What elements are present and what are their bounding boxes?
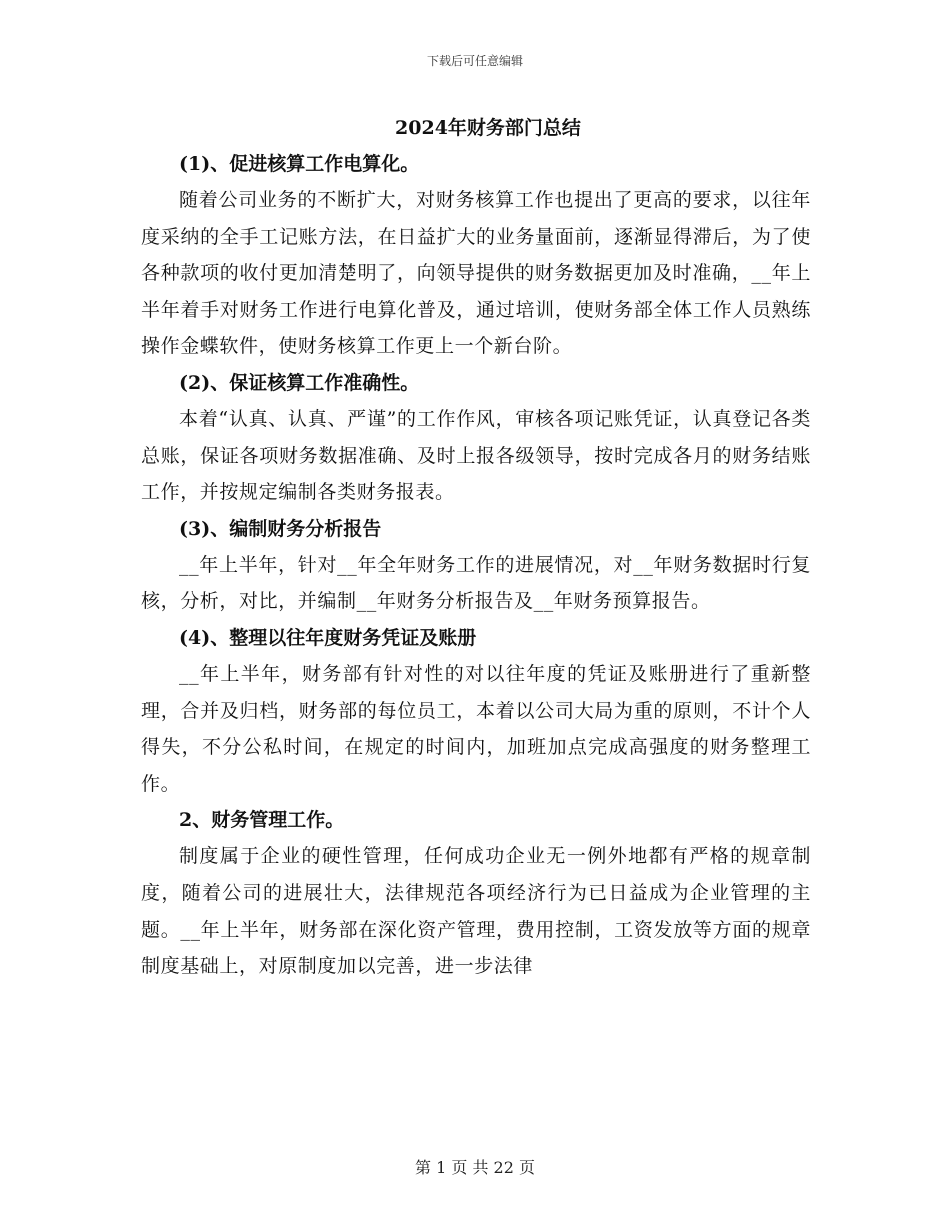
section-heading: 2、财务管理工作。	[179, 809, 345, 832]
section-paragraph: __年上半年，针对__年全年财务工作的进展情况，对__年财务数据时行复核，分析，对比，并编制__年财务分析报告及__年财务预算报告。	[141, 553, 811, 613]
section-paragraph: 制度属于企业的硬性管理，任何成功企业无一例外地都有严格的规章制度，随着公司的进展壮大，法律规范各项经济行为已日益成为企业管理的主题。__年上半年，财务部在深化资产管理，费用控制，工资发放等方面的规章制度基础上，对原制度加以完善，进一步法律	[141, 845, 811, 978]
section-paragraph: __年上半年，财务部有针对性的对以往年度的凭证及账册进行了重新整理，合并及归档，财务部的每位员工，本着以公司大局为重的原则，不计个人得失，不分公私时间，在规定的时间内，加班加点完成高强度的财务整理工作。	[141, 662, 811, 795]
section-heading: (1)、促进核算工作电算化。	[179, 153, 420, 175]
document-body	[141, 110, 811, 985]
page-footer: 第 1 页 共 22 页	[415, 1158, 535, 1177]
section-heading: (3)、编制财务分析报告	[179, 517, 382, 540]
section-heading: (4)、整理以往年度财务凭证及账册	[179, 626, 477, 649]
header-note: 下载后可任意编辑	[426, 54, 523, 68]
document-title: 2024年财务部门总结	[395, 117, 581, 139]
section-paragraph: 随着公司业务的不断扩大，对财务核算工作也提出了更高的要求，以往年度采纳的全手工记账方法，在日益扩大的业务量面前，逐渐显得滞后，为了使各种款项的收付更加清楚明了，向领导提供的财务数据更加及时准确，__年上半年着手对财务工作进行电算化普及，通过培训，使财务部全体工作人员熟练操作金蝶软件，使财务核算工作更上一个新台阶。	[141, 189, 811, 358]
section-heading: (2)、保证核算工作准确性。	[179, 371, 420, 394]
section-paragraph: 本着“认真、认真、严谨”的工作作风，审核各项记账凭证，认真登记各类总账，保证各项财务数据准确、及时上报各级领导，按时完成各月的财务结账工作，并按规定编制各类财务报表。	[141, 407, 811, 504]
